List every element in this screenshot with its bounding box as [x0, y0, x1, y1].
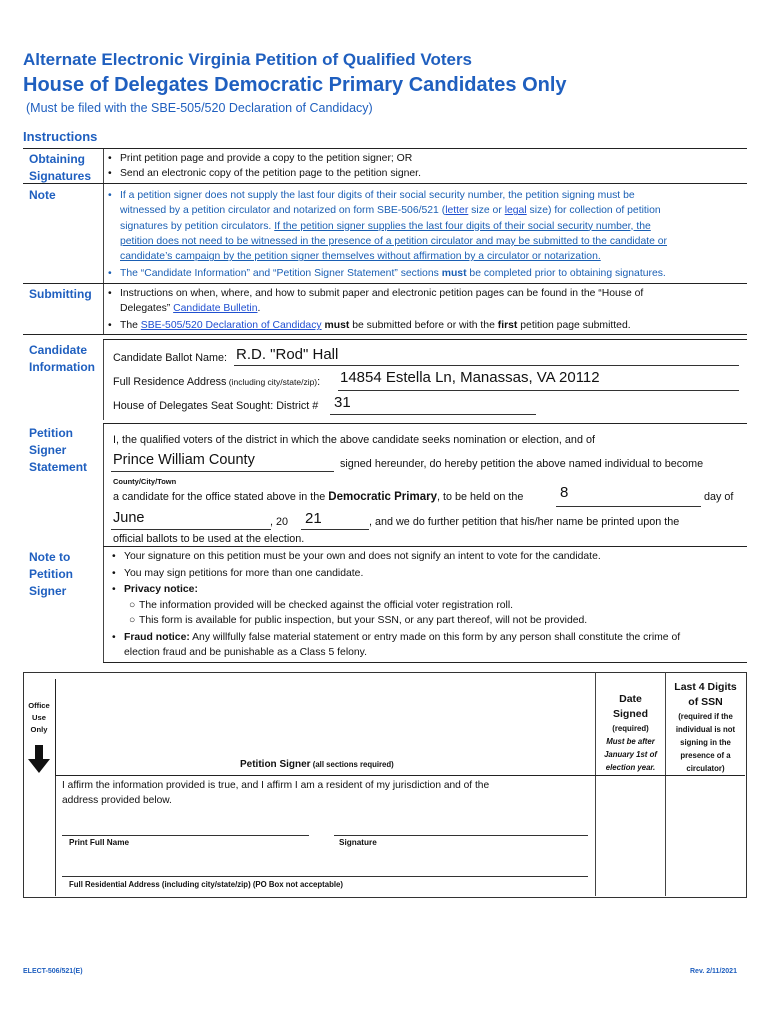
- list-item: [112, 566, 364, 581]
- header-text: Petition Signer: [240, 759, 311, 770]
- candidate-bulletin-link[interactable]: Candidate Bulletin: [173, 303, 258, 315]
- affirmation-line: I affirm the information provided is true, and I affirm I am a resident of my jurisdiction and of the: [62, 780, 490, 791]
- row-divider: [23, 283, 747, 284]
- label-text: :: [317, 376, 321, 388]
- list-item: [112, 549, 601, 564]
- date-signed-cell[interactable]: [596, 776, 665, 896]
- list-item: [108, 151, 413, 166]
- district-underline: [330, 414, 536, 415]
- obtaining-signatures-label: [29, 151, 91, 185]
- bullet-icon: •: [108, 320, 112, 331]
- statement-text: , to be held on the: [436, 491, 524, 503]
- note-signer-divider: [103, 547, 104, 663]
- label-line: Note to: [29, 550, 71, 564]
- submitting-text: be submitted before or with the: [349, 320, 498, 331]
- statement-text: day of: [704, 491, 734, 503]
- residence-address-label: [113, 376, 320, 388]
- header-note: election year.: [605, 763, 656, 772]
- circle-bullet-icon: ○: [129, 600, 136, 611]
- submitting-emphasis: first: [497, 320, 518, 331]
- header-text: Date: [619, 693, 642, 705]
- election-type: Democratic Primary: [328, 491, 437, 503]
- note-text: The “Candidate Information” and “Petition Signer Statement” sections: [120, 268, 442, 279]
- header-note: signing in the: [680, 738, 731, 747]
- label-note: (including city/state/zip): [226, 377, 318, 387]
- residence-address-field[interactable]: 14854 Estella Ln, Manassas, VA 20112: [340, 369, 600, 386]
- submitting-emphasis: must: [321, 320, 350, 331]
- petition-signer-statement-label: [29, 425, 87, 476]
- bullet-icon: •: [112, 632, 116, 643]
- list-item: [112, 630, 746, 661]
- header-note: January 1st of: [604, 750, 657, 759]
- election-month-field[interactable]: June: [113, 510, 145, 526]
- list-item: [129, 598, 514, 613]
- header-note: (required): [612, 724, 649, 733]
- down-arrow-icon: [28, 745, 50, 773]
- row-divider: [23, 334, 747, 335]
- note-underlined-text: If the petition signer supplies the last four digits of their social security number, the: [274, 220, 651, 232]
- note-text: size) for collection of petition: [526, 205, 661, 217]
- note-signer-bottom-rule: [103, 662, 747, 663]
- header-text: Last 4 Digits: [674, 681, 737, 693]
- header-note: individual is not: [675, 725, 736, 734]
- district-field[interactable]: 31: [334, 394, 351, 411]
- note-underlined-text: petition does not need to be witnessed in the presence of a petition circulator and may be submitted to the candidate or: [120, 235, 668, 247]
- county-caption: County/City/Town: [113, 477, 177, 486]
- candidate-information-label: [29, 342, 95, 376]
- label-line: Only: [30, 725, 48, 734]
- bullet-icon: •: [108, 268, 112, 279]
- label-line: Petition: [29, 426, 73, 440]
- instructions-column-divider: [103, 149, 104, 334]
- note-label: Note: [29, 188, 56, 202]
- county-underline: [111, 471, 334, 472]
- label-line: Information: [29, 360, 95, 374]
- note-text: size or: [468, 205, 505, 217]
- label-line: Signer: [29, 443, 67, 457]
- note-text: signatures by petition circulators.: [120, 220, 275, 232]
- office-use-divider: [55, 775, 56, 896]
- filing-requirement-note: (Must be filed with the SBE-505/520 Declaration of Candidacy): [26, 101, 373, 115]
- submitting-label: Submitting: [29, 287, 92, 301]
- note-underlined-text: candidate’s campaign by the petition signer themselves without affirmation by a circulator or notarization.: [120, 251, 601, 263]
- residence-address-underline: [338, 390, 739, 391]
- circle-bullet-icon: ○: [129, 615, 136, 626]
- date-signed-header: [596, 692, 665, 774]
- ssn-cell[interactable]: [666, 776, 745, 896]
- note-text: [120, 219, 745, 234]
- instructions-top-rule: [23, 148, 747, 149]
- statement-text: [113, 491, 523, 503]
- statement-text: a candidate for the office stated above in the: [113, 491, 329, 503]
- submitting-text: [120, 301, 745, 316]
- election-day-underline: [556, 506, 701, 507]
- form-id: ELECT-506/521(E): [23, 968, 83, 975]
- election-year-field[interactable]: 21: [305, 510, 322, 527]
- header-note: presence of a: [680, 751, 731, 760]
- fraud-notice-heading: Fraud notice:: [124, 632, 190, 643]
- note-text: witnessed by a petition circulator and notarized on form SBE-506/521 (: [120, 205, 446, 217]
- statement-section-top-rule: [103, 423, 747, 424]
- submitting-text: The: [120, 320, 141, 331]
- bullet-icon: •: [112, 551, 116, 562]
- bullet-icon: •: [108, 288, 112, 299]
- label-text: Full Residence Address: [113, 376, 227, 388]
- affirmation-text: [62, 778, 592, 808]
- print-name-line[interactable]: [62, 835, 309, 836]
- bullet-icon: •: [112, 568, 116, 579]
- submitting-bullet-declaration: [108, 318, 631, 333]
- statement-text: , and we do further petition that his/her name be printed upon the: [369, 516, 680, 528]
- petition-signer-header: [240, 759, 394, 770]
- bullet-text: You may sign petitions for more than one candidate.: [124, 568, 364, 579]
- submitting-bullet-instructions: [108, 286, 745, 317]
- label-line: Statement: [29, 460, 88, 474]
- revision-date: Rev. 2/11/2021: [690, 968, 737, 975]
- bullet-text: Any willfully false material statement or entry made on this form by any person shall constitute the crime of: [189, 632, 681, 643]
- bullet-text: election fraud and be punishable as a Class 5 felony.: [124, 647, 367, 659]
- bullet-text: The information provided will be checked against the official voter registration roll.: [139, 600, 514, 611]
- statement-text: , 20: [270, 516, 289, 528]
- legal-size-link[interactable]: legal: [504, 205, 527, 217]
- list-item: [112, 582, 198, 597]
- candidate-section-divider: [103, 340, 104, 420]
- header-note: Must be after: [606, 737, 655, 746]
- statement-section-divider: [103, 424, 104, 546]
- note-bullet-sections: [108, 266, 666, 281]
- letter-size-link[interactable]: letter: [445, 205, 469, 217]
- signature-line[interactable]: [334, 835, 588, 836]
- list-item: [129, 613, 588, 628]
- county-field[interactable]: Prince William County: [113, 452, 255, 468]
- residential-address-caption: Full Residential Address (including city/state/zip) (PO Box not acceptable): [69, 880, 343, 889]
- statement-text: I, the qualified voters of the district in which the above candidate seeks nomination or election, and of: [113, 434, 595, 446]
- bullet-icon: •: [108, 168, 112, 179]
- note-signer-top-rule: [103, 546, 747, 547]
- bullet-text: Send an electronic copy of the petition page to the petition signer.: [120, 168, 421, 179]
- label-line: Signatures: [29, 169, 92, 183]
- election-day-field[interactable]: 8: [560, 484, 569, 501]
- statement-text: official ballots to be used at the election.: [113, 533, 305, 545]
- bullet-text: Your signature on this petition must be your own and does not signify an intent to vote for the candidate.: [124, 551, 601, 562]
- list-item: [108, 166, 421, 181]
- header-text: Signed: [612, 708, 648, 720]
- candidate-section-top-rule: [103, 339, 747, 340]
- label-line: Use: [32, 713, 46, 722]
- label-line: Petition: [29, 567, 73, 581]
- affirmation-line: address provided below.: [62, 795, 172, 806]
- label-line: Office: [28, 701, 50, 710]
- print-name-caption: Print Full Name: [69, 838, 130, 847]
- note-text: be completed prior to obtaining signatures.: [466, 268, 666, 279]
- signature-caption: Signature: [339, 838, 377, 847]
- ssn-header: [666, 680, 745, 775]
- submitting-text: Instructions on when, where, and how to submit paper and electronic petition pages can be found in the “House of: [120, 288, 644, 299]
- election-month-underline: [111, 529, 271, 530]
- note-bullet-ssn: [108, 188, 745, 264]
- label-line: Obtaining: [29, 152, 85, 166]
- office-use-only-label: [25, 700, 53, 736]
- instructions-heading: Instructions: [23, 129, 98, 144]
- residential-address-line[interactable]: [62, 876, 588, 877]
- form-subtitle-heading: House of Delegates Democratic Primary Candidates Only: [23, 74, 567, 96]
- header-note: (all sections required): [310, 760, 394, 769]
- ballot-name-underline: [234, 365, 739, 366]
- note-to-petition-signer-label: [29, 549, 73, 600]
- header-note: circulator): [686, 764, 725, 773]
- statement-text: signed hereunder, do hereby petition the above named individual to become: [340, 458, 704, 470]
- bullet-icon: •: [112, 584, 116, 595]
- note-text: [120, 203, 745, 218]
- election-year-underline: [301, 529, 369, 530]
- submitting-text: .: [257, 303, 261, 315]
- bullet-icon: •: [108, 153, 112, 164]
- submitting-text: petition page submitted.: [517, 320, 631, 331]
- header-text: of SSN: [688, 696, 723, 708]
- bullet-icon: •: [108, 190, 112, 201]
- note-text: If a petition signer does not supply the last four digits of their social security number, the petition signing must be: [120, 190, 635, 201]
- header-note: (required if the: [678, 712, 733, 721]
- ballot-name-field[interactable]: R.D. "Rod" Hall: [236, 346, 339, 363]
- ballot-name-label: Candidate Ballot Name:: [113, 352, 228, 364]
- privacy-notice-heading: Privacy notice:: [124, 584, 198, 595]
- note-emphasis: must: [441, 268, 467, 279]
- district-label: House of Delegates Seat Sought: District #: [113, 400, 319, 412]
- row-divider: [23, 183, 747, 184]
- office-use-divider: [55, 679, 56, 775]
- submitting-text: Delegates”: [120, 303, 174, 315]
- declaration-of-candidacy-link[interactable]: SBE-505/520 Declaration of Candidacy: [140, 320, 322, 331]
- bullet-text: This form is available for public inspection, but your SSN, or any part thereof, will not be provided.: [139, 615, 588, 626]
- label-line: Signer: [29, 584, 67, 598]
- form-title: Alternate Electronic Virginia Petition of Qualified Voters: [23, 50, 473, 69]
- label-line: Candidate: [29, 343, 88, 357]
- bullet-text: Print petition page and provide a copy to the petition signer; OR: [120, 153, 413, 164]
